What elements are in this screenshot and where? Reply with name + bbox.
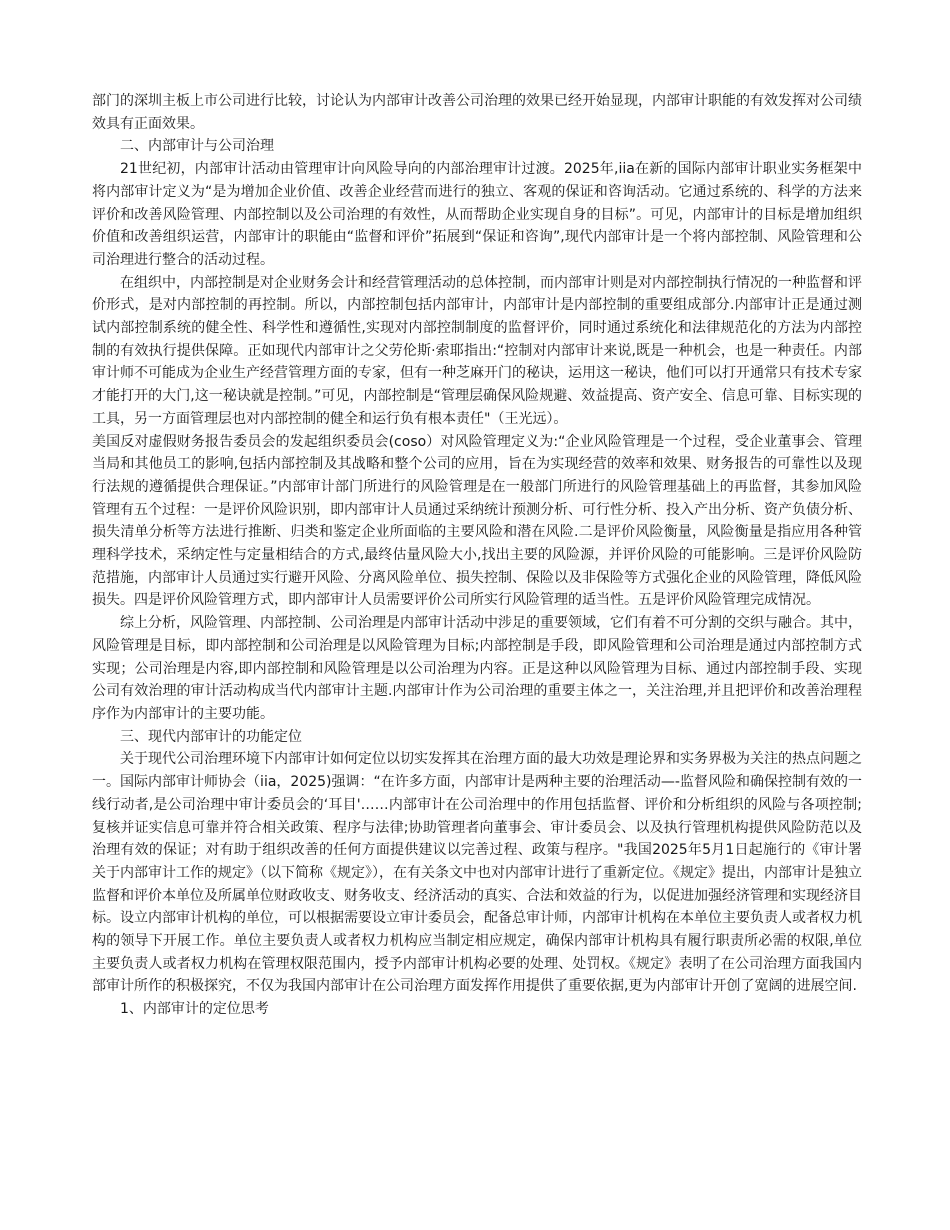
document-body	[92, 90, 862, 1021]
paragraph: 在组织中，内部控制是对企业财务会计和经营管理活动的总体控制，而内部审计则是对内部控制执行情况的一种监督和评价形式，是对内部控制的再控制。所以，内部控制包括内部审计，内部审计是内部控制的重要组成部分.内部审计正是通过测试内部控制系统的健全性、科学性和遵循性,实现对内部控制制度的监督评价，同时通过系统化和法律规范化的方法为内部控制的有效执行提供保障。正如现代内部审计之父劳伦斯·索耶指出:“控制对内部审计来说,既是一种机会，也是一种责任。内部审计师不可能成为企业生产经营管理方面的专家，但有一种芝麻开门的秘诀，运用这一秘诀，他们可以打开通常只有技术专家才能打开的大门,这一秘诀就是控制。”可见，内部控制是“管理层确保风险规避、效益提高、资产安全、信息可靠、目标实现的工具，另一方面管理层也对内部控制的健全和运行负有根本责任"（王光远）。	[92, 274, 862, 427]
paragraph: 部门的深圳主板上市公司进行比较，讨论认为内部审计改善公司治理的效果已经开始显现，内部审计职能的有效发挥对公司绩效具有正面效果。	[92, 93, 862, 132]
paragraph: 21世纪初，内部审计活动由管理审计向风险导向的内部治理审计过渡。2025年,iia在新的国际内部审计职业实务框架中将内部审计定义为“是为增加企业价值、改善企业经营而进行的独立、客观的保证和咨询活动。它通过系统的、科学的方法来评价和改善风险管理、内部控制以及公司治理的有效性，从而帮助企业实现自身的目标”。可见，内部审计的目标是增加组织价值和改善组织运营，内部审计的职能由“监督和评价”拓展到“保证和咨询”,现代内部审计是一个将内部控制、风险管理和公司治理进行整合的活动过程。	[92, 161, 862, 268]
paragraph: 美国反对虚假财务报告委员会的发起组织委员会(coso）对风险管理定义为:“企业风险管理是一个过程，受企业董事会、管理当局和其他员工的影响,包括内部控制及其战略和整个公司的应用，旨在为实现经营的效率和效果、财务报告的可靠性以及现行法规的遵循提供合理保证。”内部审计部门所进行的风险管理是在一般部门所进行的风险管理基础上的再监督，其参加风险管理有五个过程：一是评价风险识别，即内部审计人员通过采纳统计预测分析、可行性分析、投入产出分析、资产负债分析、损失清单分析等方法进行推断、归类和鉴定企业所面临的主要风险和潜在风险.二是评价风险衡量，风险衡量是指应用各种管理科学技术，采纳定性与定量相结合的方式,最终估量风险大小,找出主要的风险源，并评价风险的可能影响。三是评价风险防范措施，内部审计人员通过实行避开风险、分离风险单位、损失控制、保险以及非保险等方式强化企业的风险管理，降低风险损失。四是评价风险管理方式，即内部审计人员需要评价公司所实行风险管理的适当性。五是评价风险管理完成情况。	[92, 433, 862, 609]
paragraph: 综上分析，风险管理、内部控制、公司治理是内部审计活动中涉足的重要领域，它们有着不可分割的交织与融合。其中，风险管理是目标，即内部控制和公司治理是以风险管理为目标;内部控制是手段，即风险管理和公司治理是通过内部控制方式实现；公司治理是内容,即内部控制和风险管理是以公司治理为内容。正是这种以风险管理为目标、通过内部控制手段、实现公司有效治理的审计活动构成当代内部审计主题.内部审计作为公司治理的重要主体之一，关注治理,并且把评价和改善治理程序作为内部审计的主要功能。	[92, 615, 862, 722]
subsection-heading: 1、内部审计的定位思考	[120, 1001, 269, 1018]
section-heading: 三、现代内部审计的功能定位	[120, 728, 302, 745]
section-heading: 二、内部审计与公司治理	[120, 138, 274, 155]
paragraph: 关于现代公司治理环境下内部审计如何定位以切实发挥其在治理方面的最大功效是理论界和实务界极为关注的热点问题之一。国际内部审计师协会（iia，2025)强调：“在许多方面，内部审计是两种主要的治理活动—-监督风险和确保控制有效的一线行动者,是公司治理中审计委员会的‘耳目'……内部审计在公司治理中的作用包括监督、评价和分析组织的风险与各项控制;复核并证实信息可靠并符合相关政策、程序与法律;协助管理者向董事会、审计委员会、以及执行管理机构提供风险防范以及治理有效的保证；对有助于组织改善的任何方面提供建议以完善过程、政策与程序。"我国2025年5月1日起施行的《审计署关于内部审计工作的规定》（以下简称《规定》），在有关条文中也对内部审计进行了重新定位。《规定》提出，内部审计是独立监督和评价本单位及所属单位财政收支、财务收支、经济活动的真实、合法和效益的行为，以促进加强经济管理和实现经济目标。设立内部审计机构的单位，可以根据需要设立审计委员会，配备总审计师，内部审计机构在本单位主要负责人或者权力机构的领导下开展工作。单位主要负责人或者权力机构应当制定相应规定，确保内部审计机构具有履行职责所必需的权限,单位主要负责人或者权力机构在管理权限范围内，授予内部审计机构必要的处理、处罚权。《规定》表明了在公司治理方面我国内部审计所作的积极探究，不仅为我国内部审计在公司治理方面发挥作用提供了重要依据,更为内部审计开创了宽阔的进展空间.	[92, 751, 862, 995]
